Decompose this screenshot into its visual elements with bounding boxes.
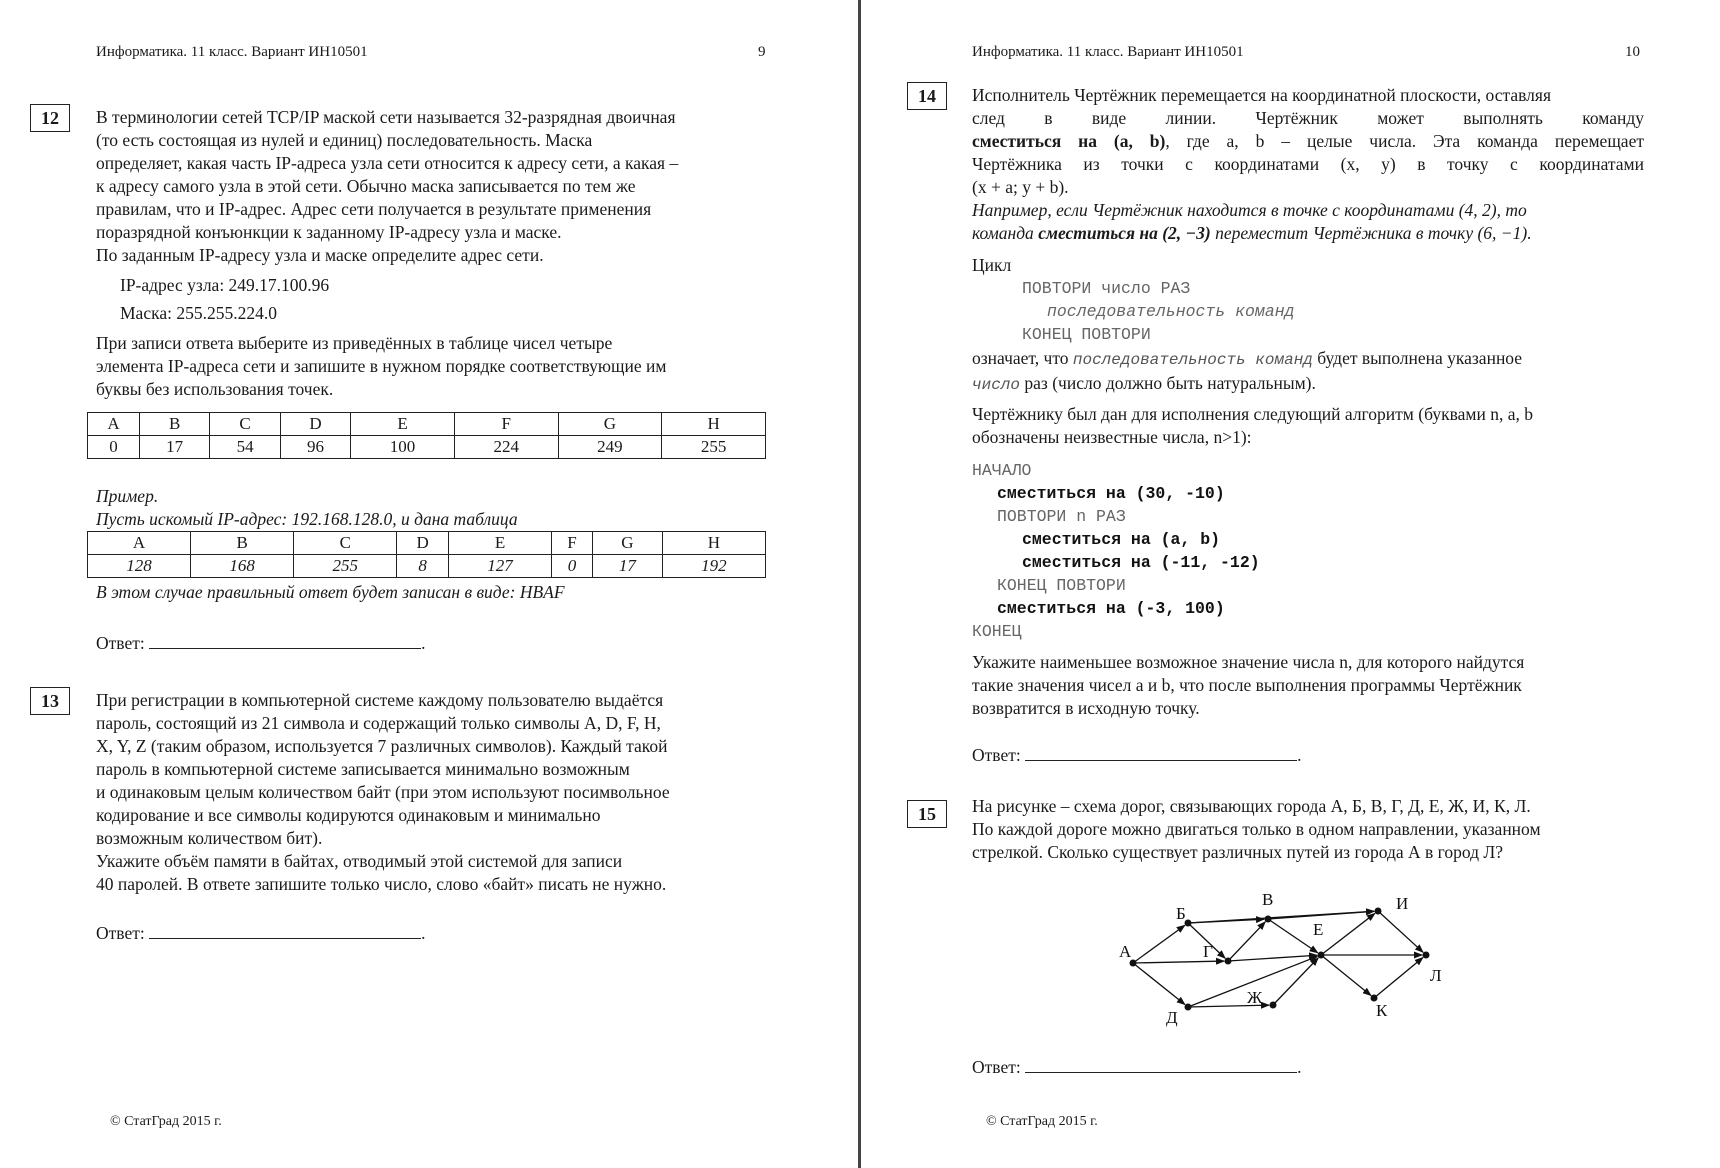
table-cell: 255 [294, 555, 397, 578]
q14-means [972, 347, 1644, 397]
q12-instr-line: элемента IP-адреса сети и запишите в нужном порядке соответствующие им [96, 356, 667, 376]
q14-line [972, 130, 1644, 153]
answer-field[interactable] [1025, 744, 1297, 761]
road-arrow-a-d [1133, 963, 1185, 1005]
page-header: Информатика. 11 класс. Вариант ИН10501 [972, 44, 1244, 60]
q12-table [87, 412, 766, 459]
q12-line: определяет, какая часть IP-адреса узла сети относится к адресу сети, а какая – [96, 153, 679, 173]
code-line: сместиться на (-11, -12) [1022, 553, 1260, 572]
q14-given-line: обозначены неизвестные числа, n>1): [972, 427, 1252, 447]
table-header-cell: B [191, 532, 294, 555]
table-cell: 17 [592, 555, 662, 578]
q13-line: При регистрации в компьютерной системе каждому пользователю выдаётся [96, 690, 664, 710]
road-nodes [1119, 890, 1442, 1027]
q14-line: Чертёжника из точки с координатами (x, y) в точку с координатами [972, 154, 1644, 174]
page-footer: © СтатГрад 2015 г. [986, 1114, 1098, 1129]
q12-task: По заданным IP-адресу узла и маске определите адрес сети. [96, 245, 544, 265]
city-label-i: И [1396, 894, 1409, 913]
code-line: сместиться на (a, b) [1022, 530, 1221, 549]
code-line: последовательность команд [1047, 302, 1295, 321]
table-cell: 17 [139, 436, 209, 459]
q12-line: (то есть состоящая из нулей и единиц) последовательность. Маска [96, 130, 593, 150]
question-number-12: 12 [30, 104, 70, 132]
q12-example-text: Пусть искомый IP-адрес: 192.168.128.0, и дана таблица [96, 509, 518, 529]
q13-line: и одинаковым целым количеством байт (при этом используют посимвольное [96, 782, 670, 802]
table-cell: 128 [88, 555, 191, 578]
code-line: КОНЕЦ [972, 622, 1022, 641]
q14-means-line [972, 372, 1644, 397]
q12-example-label: Пример. [96, 486, 159, 506]
q14-task-line: Укажите наименьшее возможное значение числа n, для которого найдутся [972, 652, 1525, 672]
code-line: ПОВТОРИ число РАЗ [1022, 279, 1191, 298]
q12-mask: Маска: 255.255.224.0 [120, 303, 277, 323]
table-cell: 100 [351, 436, 455, 459]
road-arrow-e-i [1321, 913, 1375, 955]
means-pre: означает, что [972, 348, 1073, 368]
city-label-a: А [1119, 942, 1132, 961]
answer-label: Ответ: [96, 633, 145, 653]
table-header-cell: D [280, 413, 350, 436]
q13-line: пароль в компьютерной системе записывается минимально возможным [96, 759, 630, 779]
city-node-e [1318, 952, 1325, 959]
code-line: сместиться на (-3, 100) [997, 599, 1225, 618]
city-node-g [1225, 958, 1232, 965]
q13-answer [96, 922, 425, 944]
table-header-cell: E [351, 413, 455, 436]
table-header-cell: A [88, 413, 140, 436]
page-footer: © СтатГрад 2015 г. [110, 1114, 222, 1129]
table-cell: 168 [191, 555, 294, 578]
answer-field[interactable] [149, 922, 421, 939]
q15-line: стрелкой. Сколько существует различных путей из города А в город Л? [972, 842, 1504, 862]
q14-answer [972, 744, 1301, 766]
means-post: будет выполнена указанное [1312, 348, 1523, 368]
q15-answer [972, 1056, 1301, 1078]
left-page [0, 0, 858, 1168]
q14-line: (x + a; y + b). [972, 177, 1069, 197]
command-bold: сместиться на (a, b) [972, 131, 1166, 151]
table-header-cell: H [662, 413, 766, 436]
city-node-l [1423, 952, 1430, 959]
q14-line-rest: , где a, b – целые числа. Эта команда перемещает [1165, 131, 1644, 151]
right-page [861, 0, 1720, 1168]
code-line: КОНЕЦ ПОВТОРИ [1022, 325, 1151, 344]
table-cell: 224 [454, 436, 558, 459]
table-cell: 192 [662, 555, 765, 578]
table-header-cell: F [454, 413, 558, 436]
q12-instructions [96, 332, 766, 401]
city-label-b: Б [1176, 904, 1186, 923]
q12-instr-line: буквы без использования точек. [96, 379, 334, 399]
q12-intro [96, 106, 766, 267]
q13-text [96, 689, 766, 896]
road-arrow-v-i [1268, 911, 1374, 919]
q13-line: 40 паролей. В ответе запишите только число, слово «байт» писать не нужно. [96, 874, 667, 894]
table-header-cell: G [592, 532, 662, 555]
table-header-cell: B [139, 413, 209, 436]
q15-line: На рисунке – схема дорог, связывающих города А, Б, В, Г, Д, Е, Ж, И, К, Л. [972, 796, 1531, 816]
city-node-d [1185, 1004, 1192, 1011]
q14-example-line: Например, если Чертёжник находится в точке с координатами (4, 2), то [972, 200, 1527, 220]
q14-cycle-code [1022, 277, 1295, 346]
answer-label: Ответ: [96, 923, 145, 943]
q14-cycle-label: Цикл [972, 255, 1012, 275]
code-line: ПОВТОРИ n РАЗ [997, 507, 1126, 526]
city-label-v: В [1262, 890, 1274, 909]
means-mono2: число [972, 376, 1021, 394]
code-line: КОНЕЦ ПОВТОРИ [997, 576, 1126, 595]
table-header-cell: C [210, 413, 280, 436]
q12-ip: IP-адрес узла: 249.17.100.96 [120, 275, 330, 295]
answer-field[interactable] [149, 632, 421, 649]
page-number: 9 [758, 44, 766, 60]
q12-line: правилам, что и IP-адрес. Адрес сети получается в результате применения [96, 199, 652, 219]
city-node-v [1265, 916, 1272, 923]
q12-answer [96, 632, 425, 654]
road-diagram [1111, 875, 1471, 1035]
q12-example-table [87, 531, 766, 578]
q14-task-line: возвратится в исходную точку. [972, 698, 1200, 718]
means-post2: раз (число должно быть натуральным). [1020, 373, 1316, 393]
road-arrow-e-k [1321, 955, 1371, 995]
q12-line: В терминологии сетей TCP/IP маской сети называется 32-разрядная двоичная [96, 107, 676, 127]
table-header-cell: A [88, 532, 191, 555]
q14-line: Исполнитель Чертёжник перемещается на координатной плоскости, оставляя [972, 85, 1552, 105]
q13-line: Укажите объём памяти в байтах, отводимый этой системой для записи [96, 851, 623, 871]
question-number-13: 13 [30, 687, 70, 715]
answer-label: Ответ: [972, 745, 1021, 765]
q13-line: кодирование и все символы кодируются одинаковым и минимально [96, 805, 601, 825]
table-header-cell: H [662, 532, 765, 555]
q12-example-result: В этом случае правильный ответ будет записан в виде: HBAF [96, 582, 565, 602]
code-line: сместиться на (30, -10) [997, 484, 1225, 503]
table-cell: 255 [662, 436, 766, 459]
city-label-g: Г [1203, 942, 1213, 961]
q14-text [972, 84, 1644, 245]
city-label-zh: Ж [1247, 988, 1263, 1007]
road-arrow-g-e [1228, 955, 1317, 961]
question-number-15: 15 [907, 800, 947, 828]
code-line: НАЧАЛО [972, 461, 1032, 480]
answer-period: . [421, 923, 426, 943]
table-cell: 96 [280, 436, 350, 459]
answer-period: . [1297, 1057, 1302, 1077]
road-edges [1133, 911, 1423, 1007]
table-cell: 0 [88, 436, 140, 459]
table-header-cell: G [558, 413, 662, 436]
q14-given-line: Чертёжнику был дан для исполнения следующий алгоритм (буквами n, a, b [972, 404, 1533, 424]
q13-line: X, Y, Z (таким образом, используется 7 различных символов). Каждый такой [96, 736, 668, 756]
question-number-14: 14 [907, 82, 947, 110]
q13-line: возможным количеством бит). [96, 828, 323, 848]
means-mono: последовательность команд [1072, 351, 1313, 369]
table-cell: 8 [397, 555, 449, 578]
road-arrow-a-g [1133, 961, 1224, 963]
q12-line: к адресу самого узла в этой сети. Обычно маска записывается по тем же [96, 176, 636, 196]
example-pre: команда [972, 223, 1039, 243]
example-post: переместит Чертёжника в точку (6, −1). [1210, 223, 1532, 243]
q14-example-line [972, 222, 1644, 245]
road-arrow-v-e [1268, 919, 1318, 953]
q13-line: пароль, состоящий из 21 символа и содержащий только символы A, D, F, H, [96, 713, 661, 733]
q15-line: По каждой дороге можно двигаться только в одном направлении, указанном [972, 819, 1541, 839]
q12-line: поразрядной конъюнкции к заданному IP-адресу узла и маске. [96, 222, 562, 242]
q14-line: след в виде линии. Чертёжник может выполнять команду [972, 108, 1644, 128]
city-node-i [1375, 908, 1382, 915]
road-arrow-g-v [1228, 922, 1265, 961]
q14-task-line: такие значения чисел a и b, что после выполнения программы Чертёжник [972, 675, 1522, 695]
example-bold: сместиться на (2, −3) [1038, 223, 1211, 243]
q14-task [972, 651, 1644, 720]
road-arrow-k-l [1374, 958, 1423, 998]
answer-period: . [1297, 745, 1302, 765]
q12-instr-line: При записи ответа выберите из приведённых в таблице чисел четыре [96, 333, 613, 353]
q15-text [972, 795, 1644, 864]
q14-given [972, 403, 1644, 449]
table-header-cell: C [294, 532, 397, 555]
table-header-cell: E [449, 532, 552, 555]
table-cell: 0 [552, 555, 593, 578]
page-header: Информатика. 11 класс. Вариант ИН10501 [96, 44, 368, 60]
city-label-k: К [1376, 1001, 1388, 1020]
answer-label: Ответ: [972, 1057, 1021, 1077]
page-number: 10 [1625, 44, 1640, 60]
table-cell: 54 [210, 436, 280, 459]
table-header-cell: F [552, 532, 593, 555]
q14-algorithm [972, 459, 1260, 643]
table-cell: 127 [449, 555, 552, 578]
city-label-e: Е [1313, 920, 1324, 939]
city-label-d: Д [1166, 1008, 1178, 1027]
road-arrow-i-l [1378, 911, 1423, 952]
q14-means-line [972, 347, 1644, 372]
table-cell: 249 [558, 436, 662, 459]
city-node-zh [1270, 1002, 1277, 1009]
answer-field[interactable] [1025, 1056, 1297, 1073]
table-header-cell: D [397, 532, 449, 555]
city-label-l: Л [1430, 966, 1442, 985]
answer-period: . [421, 633, 426, 653]
road-arrow-a-b [1133, 925, 1185, 963]
